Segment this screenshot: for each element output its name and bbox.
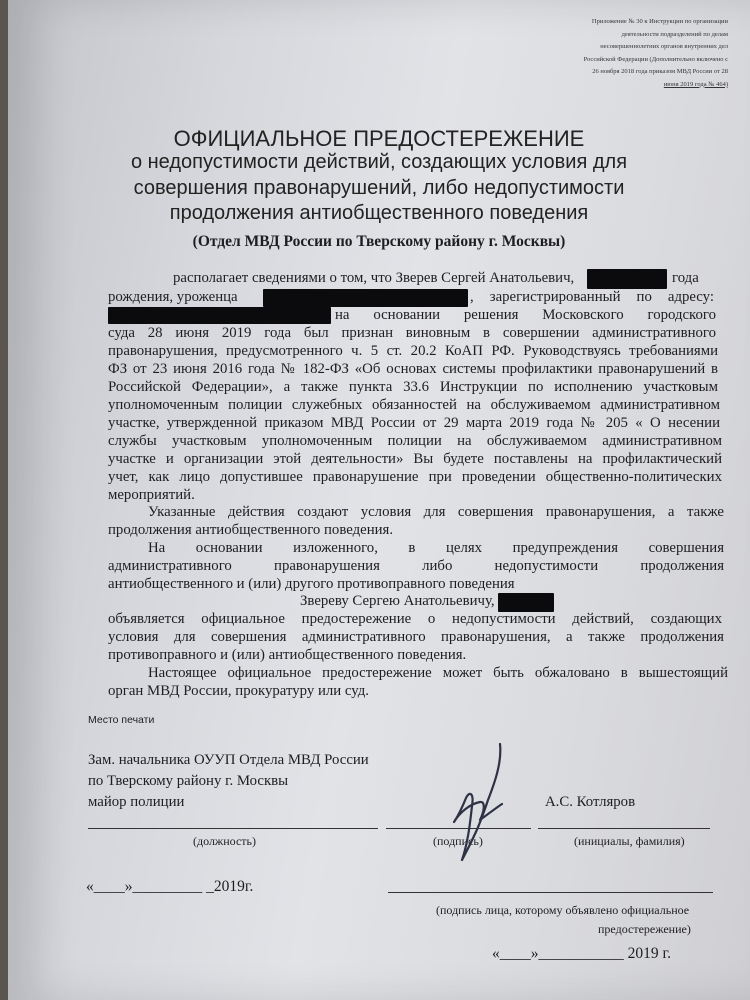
body-line: мероприятий. — [108, 487, 195, 503]
annotation-line: несовершеннолетних органов внутренних дел — [600, 43, 728, 50]
body-line: административного правонарушения либо недопустимости продолжения — [108, 558, 724, 574]
redacted-birthplace — [263, 289, 468, 307]
caption-recipient-cont: предостережение) — [598, 922, 691, 936]
body-line: антиобщественного и (или) другого противоправного поведения — [108, 576, 515, 592]
signatory-department: по Тверскому району г. Москвы — [88, 773, 289, 789]
issue-date: «____»_________ _2019г. — [86, 878, 254, 895]
signatory-rank: майор полиции — [88, 794, 185, 810]
body-line: года — [672, 270, 699, 286]
body-line: объявляется официальное предостережение о недопустимости действий, создающих — [108, 611, 722, 627]
body-line: , зарегистрированный по адресу: — [470, 289, 714, 305]
redacted-birthdate — [587, 269, 667, 289]
body-line: правонарушения, предусмотренного ч. 5 ст. 20.2 КоАП РФ. Руководствуясь требованиями — [108, 343, 718, 359]
title-subline: о недопустимости действий, создающих условия для — [130, 151, 628, 173]
body-line: продолжения антиобщественного поведения. — [108, 522, 394, 538]
body-line: уполномоченным полиции служебных обязанностей на обслуживаемом административном — [108, 397, 720, 413]
recipient-signature-line — [388, 892, 713, 893]
body-line: учет, как лицо допустившее правонарушение при проведении общественно-политических — [108, 469, 722, 485]
body-line: на основании решения Московского городского — [335, 307, 716, 323]
body-line: орган МВД России, прокуратуру или суд. — [108, 683, 369, 699]
document-title: ОФИЦИАЛЬНОЕ ПРЕДОСТЕРЕЖЕНИЕ — [173, 126, 585, 151]
position-line — [88, 828, 378, 829]
signatory-position: Зам. начальника ОУУП Отдела МВД России — [88, 752, 369, 768]
annotation-line: июня 2019 года № 464) — [663, 80, 728, 88]
caption-initials: (инициалы, фамилия) — [574, 834, 685, 848]
body-line: ФЗ от 23 июня 2016 года № 182-ФЗ «Об основах системы профилактики правонарушений в — [108, 361, 718, 377]
body-line: суда 28 июня 2019 года был признан виновным в совершении административного — [108, 325, 716, 341]
body-line: Российской Федерации», а также пункта 33.6 Инструкции по исполнению участковым — [108, 379, 718, 395]
body-line: службы участковым уполномоченным полиции на обслуживаемом административном — [108, 433, 722, 449]
handwritten-signature — [440, 742, 518, 867]
acknowledgement-date: «____»___________ 2019 г. — [492, 945, 671, 962]
body-line: рождения, уроженца — [108, 289, 238, 305]
title-subline: совершения правонарушений, либо недопустимости — [133, 177, 625, 199]
annotation-line: 26 ноября 2018 года приказом МВД России от 28 — [592, 68, 728, 75]
signatory-name: А.С. Котляров — [545, 794, 636, 810]
title-subline: продолжения антиобщественного поведения — [169, 202, 589, 224]
body-line: Настоящее официальное предостережение может быть обжаловано в вышестоящий — [148, 665, 728, 681]
redacted-address — [108, 307, 331, 324]
department-name: (Отдел МВД России по Тверскому району г. Москвы) — [192, 233, 566, 250]
body-line: На основании изложенного, в целях предупреждения совершения — [148, 540, 724, 556]
annotation-line: деятельности подразделений по делам — [621, 30, 728, 38]
redacted-birthdate — [498, 593, 554, 612]
body-line: располагает сведениями о том, что Зверев Сергей Анатольевич, — [173, 270, 575, 286]
annotation-line: Российской Федерации (Дополнительно включено с — [583, 55, 728, 63]
body-line: условия для совершения административного правонарушения, а также продолжения — [108, 629, 724, 645]
document-sheet — [8, 0, 750, 1000]
seal-place-label: Место печати — [88, 714, 155, 726]
caption-position: (должность) — [193, 834, 256, 848]
initials-line — [538, 828, 710, 829]
body-line: участке, утвержденной приказом МВД России от 29 марта 2019 года № 205 « О несении — [108, 415, 720, 431]
caption-signature: (подпись) — [433, 834, 483, 848]
annotation-line: Приложение № 30 к Инструкции по организации — [591, 18, 728, 25]
body-line: противоправного и (или) антиобщественного поведения. — [108, 647, 467, 663]
caption-recipient: (подпись лица, которому объявлено официальное — [436, 903, 690, 917]
appendix-annotation — [584, 16, 728, 91]
recipient-name: Звереву Сергею Анатольевичу, — [300, 593, 495, 609]
body-line: Указанные действия создают условия для совершения правонарушения, а также — [148, 504, 724, 520]
body-line: участке и организации этой деятельности» Вы будете поставлены на профилактический — [108, 451, 722, 467]
